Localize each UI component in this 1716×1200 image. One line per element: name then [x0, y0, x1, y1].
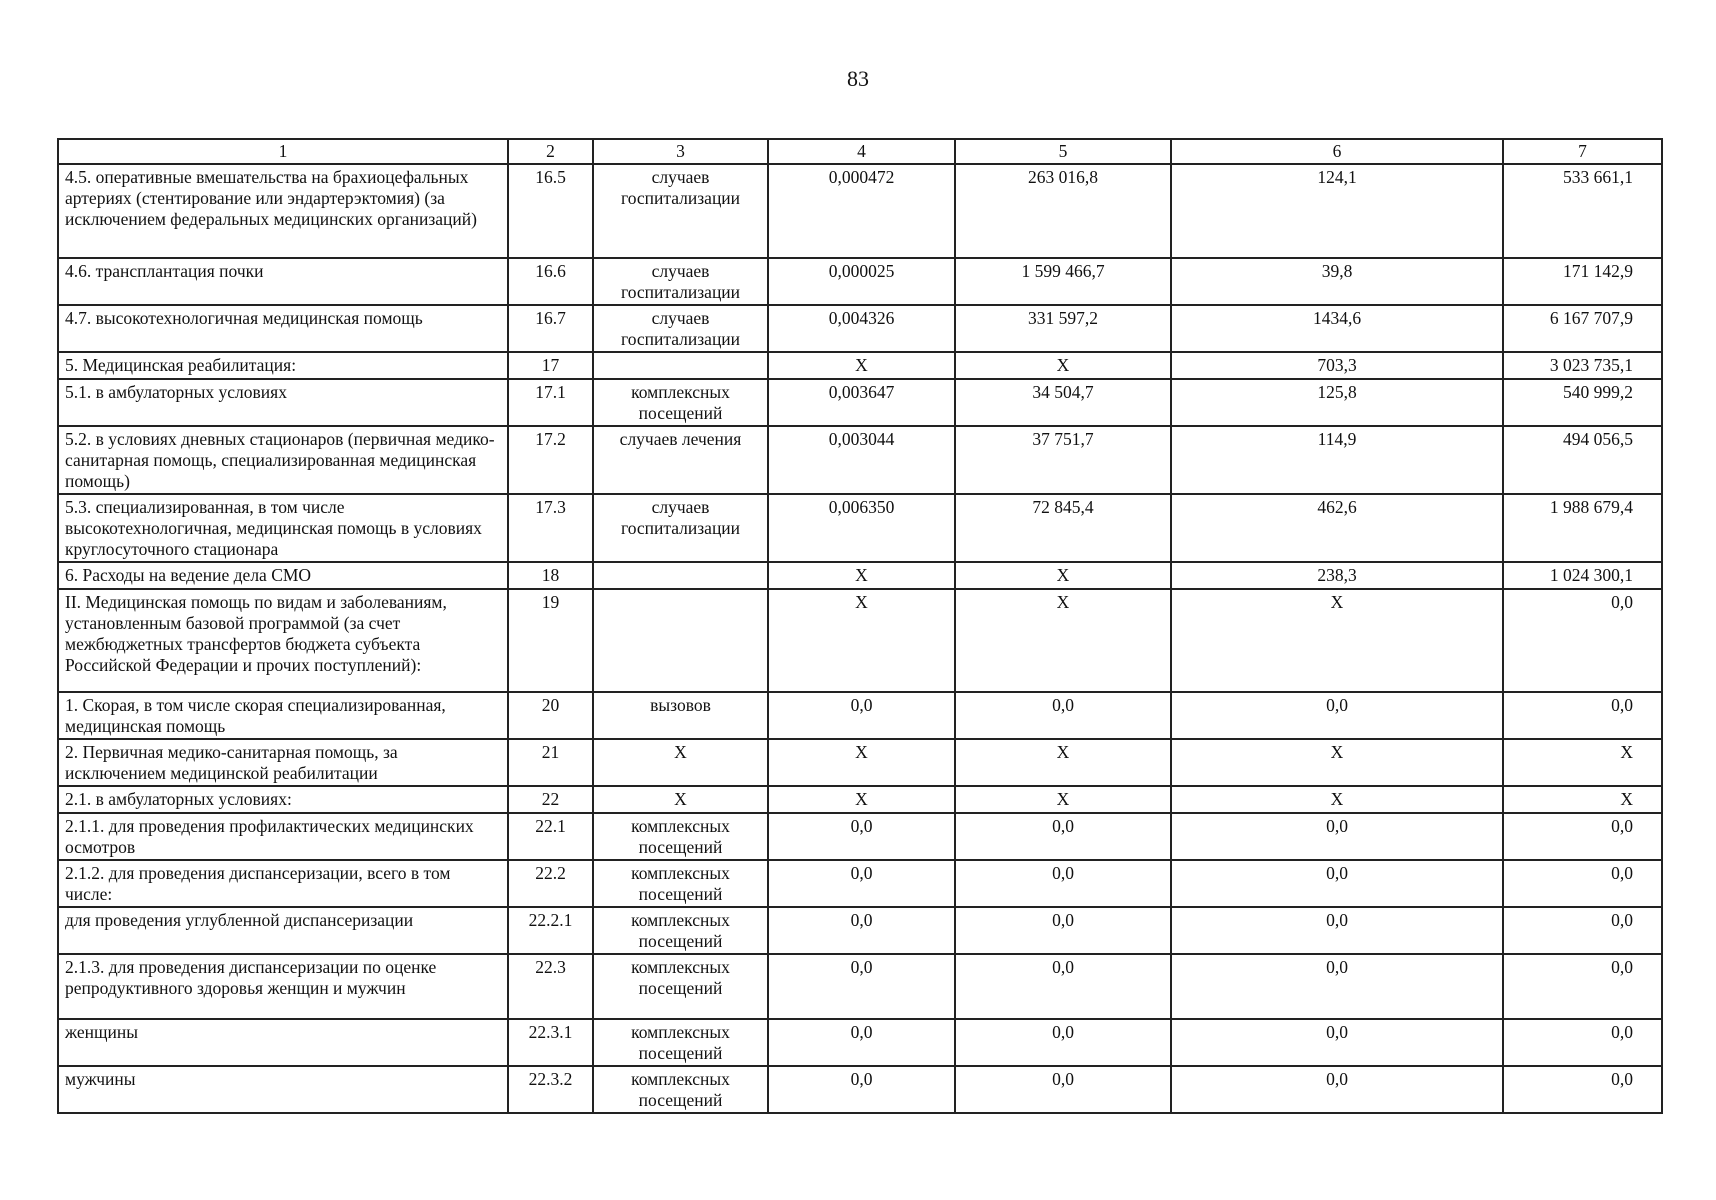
header-cell: 1	[58, 139, 508, 164]
row-code: 16.5	[508, 164, 593, 258]
cell-col6: 0,0	[1171, 813, 1503, 860]
cell-col4: 0,003044	[768, 426, 955, 494]
row-label: 4.5. оперативные вмешательства на брахиоцефальных артериях (стентирование или эндартерэктомия) (за исключением федеральных медицинских организаций)	[58, 164, 508, 258]
cell-col6: 125,8	[1171, 379, 1503, 426]
cell-col5: 0,0	[955, 954, 1171, 1019]
table-row	[58, 1066, 1662, 1113]
cell-col5: 1 599 466,7	[955, 258, 1171, 305]
cell-col7: 0,0	[1503, 1019, 1662, 1066]
table-row	[58, 692, 1662, 739]
cell-col4: 0,0	[768, 954, 955, 1019]
cell-col7: 1 988 679,4	[1503, 494, 1662, 562]
row-unit: X	[593, 739, 768, 786]
row-code: 22.3.1	[508, 1019, 593, 1066]
cell-col4: X	[768, 739, 955, 786]
cell-col7: 1 024 300,1	[1503, 562, 1662, 589]
row-code: 22.2.1	[508, 907, 593, 954]
cell-col4: X	[768, 786, 955, 813]
cell-col4: 0,000025	[768, 258, 955, 305]
cell-col5: 34 504,7	[955, 379, 1171, 426]
row-unit: случаев госпитализации	[593, 258, 768, 305]
row-label: 5.3. специализированная, в том числе высокотехнологичная, медицинская помощь в условиях круглосуточного стационара	[58, 494, 508, 562]
row-code: 19	[508, 589, 593, 692]
table-row	[58, 786, 1662, 813]
cell-col4: 0,006350	[768, 494, 955, 562]
row-unit: вызовов	[593, 692, 768, 739]
cell-col4: 0,0	[768, 907, 955, 954]
table-row	[58, 352, 1662, 379]
table-row	[58, 1019, 1662, 1066]
row-unit	[593, 589, 768, 692]
row-code: 22.3	[508, 954, 593, 1019]
header-row	[58, 139, 1662, 164]
cell-col5: 72 845,4	[955, 494, 1171, 562]
cell-col6: 462,6	[1171, 494, 1503, 562]
row-label: II. Медицинская помощь по видам и заболеваниям, установленным базовой программой (за счет межбюджетных трансфертов бюджета субъекта Российской Федерации и прочих поступлений):	[58, 589, 508, 692]
row-label: 6. Расходы на ведение дела СМО	[58, 562, 508, 589]
header-cell: 6	[1171, 139, 1503, 164]
row-code: 16.7	[508, 305, 593, 352]
header-cell: 7	[1503, 139, 1662, 164]
cell-col6: 0,0	[1171, 1066, 1503, 1113]
row-label: мужчины	[58, 1066, 508, 1113]
row-unit: комплексных посещений	[593, 379, 768, 426]
row-unit: комплексных посещений	[593, 1066, 768, 1113]
row-unit: случаев госпитализации	[593, 164, 768, 258]
row-unit	[593, 352, 768, 379]
cell-col7: 6 167 707,9	[1503, 305, 1662, 352]
row-code: 17.2	[508, 426, 593, 494]
cell-col4: 0,003647	[768, 379, 955, 426]
cell-col7: 540 999,2	[1503, 379, 1662, 426]
data-table	[57, 138, 1663, 1114]
cell-col6: 0,0	[1171, 907, 1503, 954]
row-label: 2.1.3. для проведения диспансеризации по оценке репродуктивного здоровья женщин и мужчин	[58, 954, 508, 1019]
table-row	[58, 860, 1662, 907]
header-cell: 2	[508, 139, 593, 164]
row-code: 17	[508, 352, 593, 379]
row-unit: X	[593, 786, 768, 813]
cell-col6: 124,1	[1171, 164, 1503, 258]
cell-col5: 0,0	[955, 860, 1171, 907]
cell-col5: 0,0	[955, 692, 1171, 739]
cell-col4: X	[768, 562, 955, 589]
row-unit: случаев лечения	[593, 426, 768, 494]
table-row	[58, 562, 1662, 589]
cell-col7: 0,0	[1503, 954, 1662, 1019]
cell-col6: 114,9	[1171, 426, 1503, 494]
row-unit: комплексных посещений	[593, 954, 768, 1019]
page-number: 83	[847, 66, 869, 91]
row-code: 22.2	[508, 860, 593, 907]
header-cell: 5	[955, 139, 1171, 164]
row-label: 2.1.2. для проведения диспансеризации, всего в том числе:	[58, 860, 508, 907]
row-label: 5. Медицинская реабилитация:	[58, 352, 508, 379]
table-row	[58, 258, 1662, 305]
row-unit: случаев госпитализации	[593, 305, 768, 352]
cell-col7: 0,0	[1503, 589, 1662, 692]
row-code: 22.3.2	[508, 1066, 593, 1113]
table-row	[58, 813, 1662, 860]
cell-col4: 0,000472	[768, 164, 955, 258]
cell-col6: X	[1171, 786, 1503, 813]
cell-col6: 0,0	[1171, 1019, 1503, 1066]
row-label: 2.1. в амбулаторных условиях:	[58, 786, 508, 813]
cell-col4: 0,0	[768, 1066, 955, 1113]
row-unit	[593, 562, 768, 589]
cell-col7: X	[1503, 786, 1662, 813]
cell-col6: X	[1171, 739, 1503, 786]
row-unit: комплексных посещений	[593, 1019, 768, 1066]
cell-col7: X	[1503, 739, 1662, 786]
cell-col4: 0,0	[768, 813, 955, 860]
row-label: 4.7. высокотехнологичная медицинская помощь	[58, 305, 508, 352]
row-code: 17.1	[508, 379, 593, 426]
cell-col4: 0,0	[768, 692, 955, 739]
row-label: 1. Скорая, в том числе скорая специализированная, медицинская помощь	[58, 692, 508, 739]
cell-col5: X	[955, 562, 1171, 589]
row-code: 21	[508, 739, 593, 786]
cell-col7: 171 142,9	[1503, 258, 1662, 305]
row-code: 22	[508, 786, 593, 813]
cell-col5: X	[955, 786, 1171, 813]
cell-col4: X	[768, 589, 955, 692]
row-code: 20	[508, 692, 593, 739]
cell-col6: 703,3	[1171, 352, 1503, 379]
cell-col7: 494 056,5	[1503, 426, 1662, 494]
header-cell: 3	[593, 139, 768, 164]
row-label: 2.1.1. для проведения профилактических медицинских осмотров	[58, 813, 508, 860]
table-row	[58, 589, 1662, 692]
table-row	[58, 954, 1662, 1019]
row-unit: комплексных посещений	[593, 813, 768, 860]
table-row	[58, 426, 1662, 494]
cell-col7: 0,0	[1503, 907, 1662, 954]
row-label: для проведения углубленной диспансеризации	[58, 907, 508, 954]
cell-col6: 238,3	[1171, 562, 1503, 589]
cell-col4: 0,004326	[768, 305, 955, 352]
row-label: 2. Первичная медико-санитарная помощь, за исключением медицинской реабилитации	[58, 739, 508, 786]
header-cell: 4	[768, 139, 955, 164]
cell-col5: 0,0	[955, 813, 1171, 860]
row-label: 4.6. трансплантация почки	[58, 258, 508, 305]
row-code: 18	[508, 562, 593, 589]
cell-col5: X	[955, 739, 1171, 786]
cell-col7: 0,0	[1503, 813, 1662, 860]
cell-col5: 0,0	[955, 1019, 1171, 1066]
table-row	[58, 739, 1662, 786]
cell-col6: 1434,6	[1171, 305, 1503, 352]
cell-col5: X	[955, 589, 1171, 692]
row-code: 17.3	[508, 494, 593, 562]
row-unit: комплексных посещений	[593, 860, 768, 907]
cell-col6: 39,8	[1171, 258, 1503, 305]
table-row	[58, 164, 1662, 258]
table-row	[58, 305, 1662, 352]
cell-col5: 37 751,7	[955, 426, 1171, 494]
row-label: женщины	[58, 1019, 508, 1066]
row-code: 22.1	[508, 813, 593, 860]
cell-col5: 0,0	[955, 1066, 1171, 1113]
cell-col5: X	[955, 352, 1171, 379]
cell-col7: 0,0	[1503, 692, 1662, 739]
table-row	[58, 907, 1662, 954]
cell-col4: X	[768, 352, 955, 379]
cell-col6: 0,0	[1171, 692, 1503, 739]
cell-col5: 331 597,2	[955, 305, 1171, 352]
cell-col5: 263 016,8	[955, 164, 1171, 258]
table-row	[58, 494, 1662, 562]
row-unit: случаев госпитализации	[593, 494, 768, 562]
cell-col4: 0,0	[768, 860, 955, 907]
cell-col5: 0,0	[955, 907, 1171, 954]
row-unit: комплексных посещений	[593, 907, 768, 954]
cell-col7: 0,0	[1503, 860, 1662, 907]
cell-col7: 3 023 735,1	[1503, 352, 1662, 379]
row-label: 5.2. в условиях дневных стационаров (первичная медико-санитарная помощь, специализированная медицинская помощь)	[58, 426, 508, 494]
cell-col7: 533 661,1	[1503, 164, 1662, 258]
row-label: 5.1. в амбулаторных условиях	[58, 379, 508, 426]
cell-col6: X	[1171, 589, 1503, 692]
cell-col4: 0,0	[768, 1019, 955, 1066]
cell-col7: 0,0	[1503, 1066, 1662, 1113]
cell-col6: 0,0	[1171, 954, 1503, 1019]
row-code: 16.6	[508, 258, 593, 305]
table-row	[58, 379, 1662, 426]
cell-col6: 0,0	[1171, 860, 1503, 907]
